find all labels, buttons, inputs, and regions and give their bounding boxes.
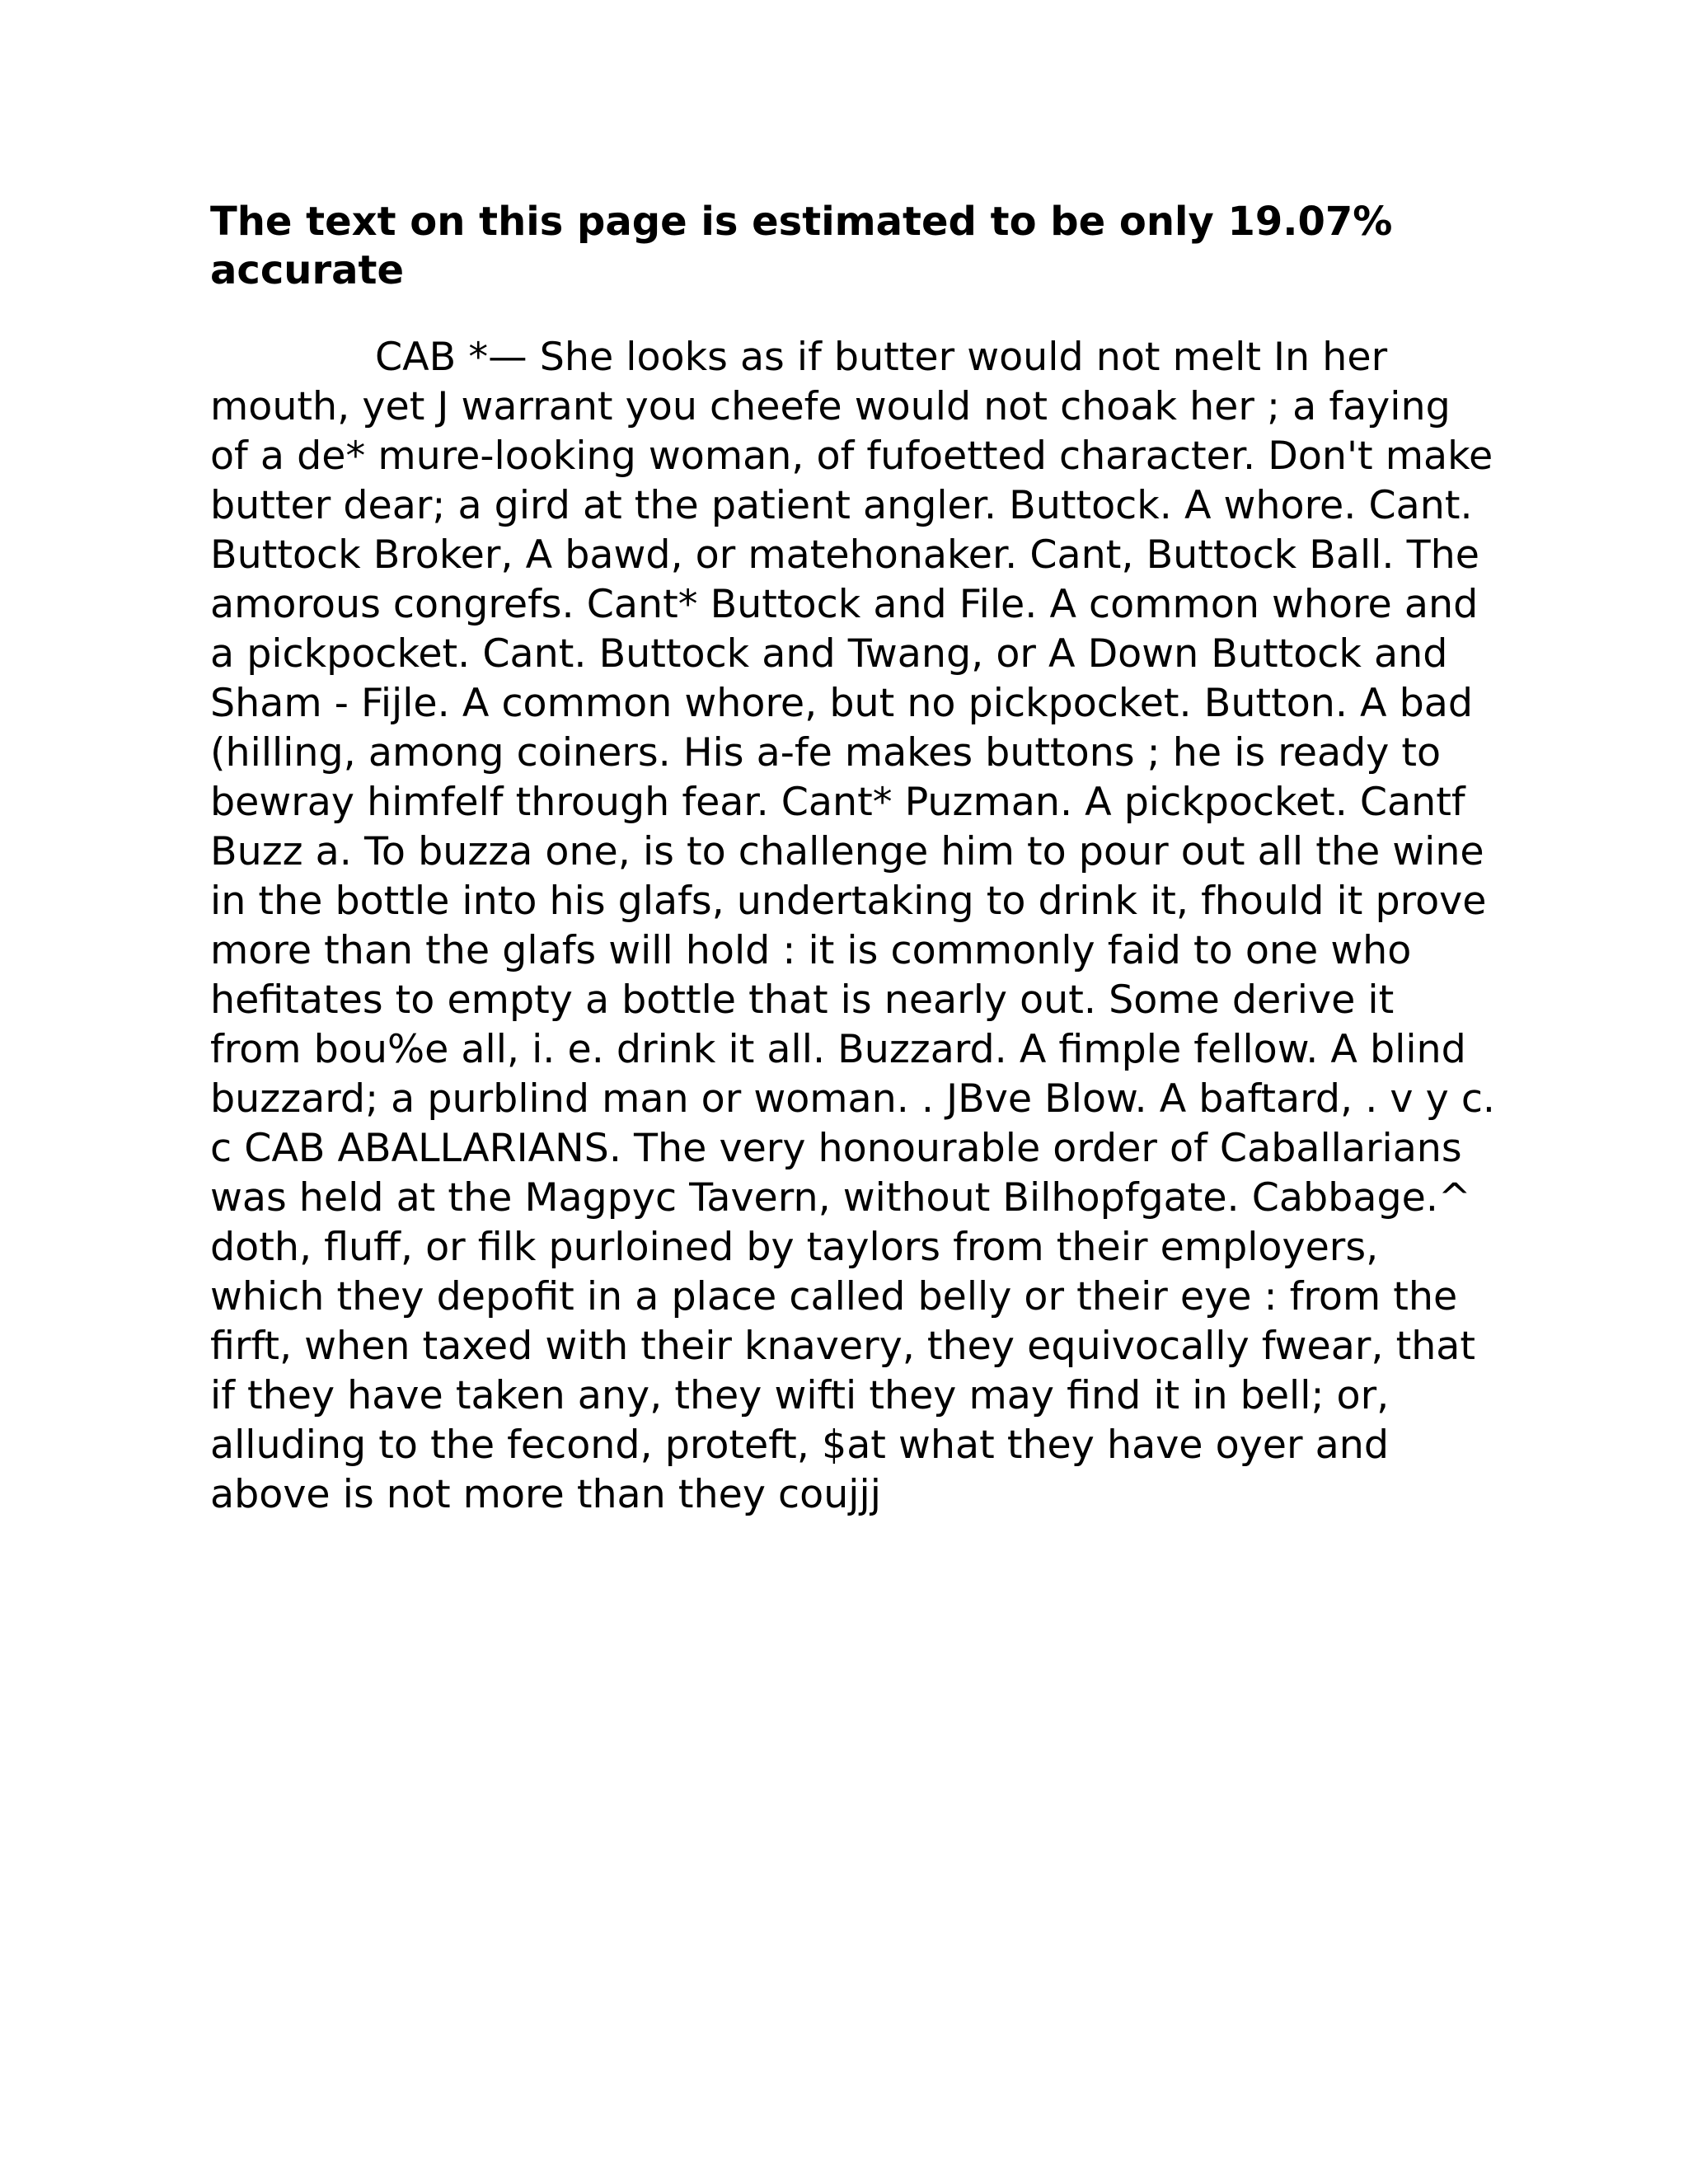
page-content	[210, 198, 1496, 1520]
ocr-body-text: CAB *— She looks as if butter would not melt In her mouth, yet J warrant you cheefe would not choak her ; a faying of a de* mure-looking woman, of fufoetted character. Don't make butter dear; a gird at the patient angler. Buttock. A whore. Cant. Buttock Broker, A bawd, or matehonaker. Cant, Buttock Ball. The amorous congrefs. Cant* Buttock and File. A common whore and a pickpocket. Cant. Buttock and Twang, or A Down Buttock and Sham - Fijle. A common whore, but no pickpocket. Button. A bad (hilling, among coiners. His a-fe makes buttons ; he is ready to bewray himfelf through fear. Cant* Puzman. A pickpocket. Cantf Buzz a. To buzza one, is to challenge him to pour out all the wine in the bottle into his glafs, undertaking to drink it, fhould it prove more than the glafs will hold : it is commonly faid to one who hefitates to empty a bottle that is nearly out. Some derive it from bou%e all, i. e. drink it all. Buzzard. A fimple fellow. A blind buzzard; a purblind man or woman. . JBve Blow. A baftard, . v y c. c CAB ABALLARIANS. The very honourable order of Caballarians was held at the Magpyc Tavern, without Bilhopfgate. Cabbage.^ doth, fluff, or filk purloined by taylors from their employers, which they depofit in a place called belly or their eye : from the firft, when taxed with their knavery, they equivocally fwear, that if they have taken any, they wifti they may find it in bell; or, alluding to the fecond, proteft, $at what they have oyer and above is not more than they coujjj	[210, 335, 1496, 1517]
ocr-accuracy-heading: The text on this page is estimated to be only 19.07% accurate	[210, 199, 1393, 293]
